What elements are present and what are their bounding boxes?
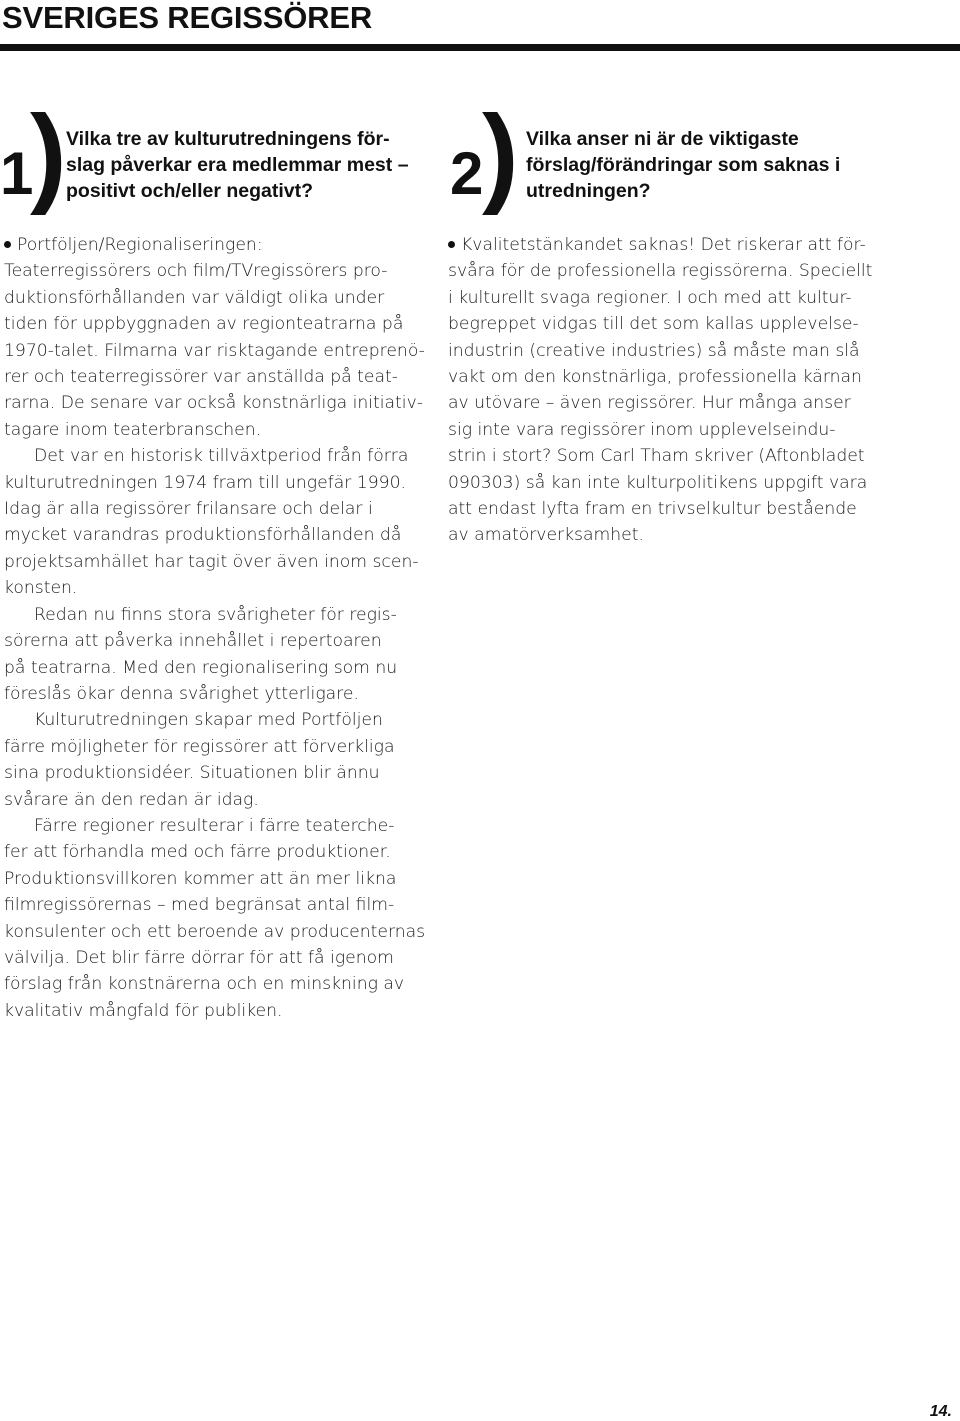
page-number: 14. (929, 1403, 952, 1420)
question-1-paren: ) (30, 93, 67, 216)
answer-1-paragraph: Färre regioner resulterar i färre teaterche- fer att förhandla med och färre produktioner. Produktionsvillkoren kommer att än mer likna filmregissörernas – med begränsat antal film- konsulenter och ett beroende av producenternas välvilja. Det blir färre dörrar för att få igenom förslag från konstnärerna och en minskning av kvalitativ mångfald för publiken. (4, 815, 426, 1021)
question-1-number: 1 (0, 140, 34, 207)
answer-1-paragraph: Portföljen/Regionaliseringen: Teaterregissörers och film/TVregissörers pro- duktionsförhållanden var väldigt olika under tiden för uppbyggnaden av regionteatrarna på 1970-talet. Filmarna var risktagande entreprenö- rer och teaterregissörer var anställda på teat- rarna. De senare var också konstnärliga initiativ- tagare inom teaterbranschen. (4, 235, 425, 440)
page-header (0, 0, 960, 52)
header-rule (0, 44, 960, 51)
question-1-text: Vilka tre av kulturutredningens för- slag påverkar era medlemmar mest – positivt och/eller negativt? (66, 128, 409, 202)
page-title: SVERIGES REGISSÖRER (2, 0, 373, 35)
answer-1-column (4, 232, 434, 1024)
answer-2-paragraph: Kvalitetstänkandet saknas! Det riskerar att för- svåra för de professionella regissörerna. Speciellt i kulturellt svaga regioner. I och med att kultur- begreppet vidgas till det som kallas upplevelse- industrin (creative industries) så måste man slå vakt om den konstnärliga, professionella kärnan av utövare – även regissörer. Hur många anser sig inte vara regissörer inom upplevelseindu- strin i stort? Som Carl Tham skriver (Aftonbladet 090303) så kan inte kulturpolitikens uppgift vara att endast lyfta fram en trivselkultur bestående av amatörverksamhet. (448, 235, 873, 546)
question-2 (446, 93, 886, 216)
answer-1-paragraph: Det var en historisk tillväxtperiod från förra kulturutredningen 1974 fram till ungefär 1990. (4, 446, 409, 493)
question-2-paren: ) (482, 93, 519, 216)
bullet-icon (4, 241, 11, 248)
answer-2-column (448, 232, 898, 549)
bullet-icon (448, 241, 455, 248)
question-1 (0, 93, 420, 216)
question-2-number: 2 (450, 140, 484, 207)
answer-1-paragraph: Idag är alla regissörer frilansare och delar i mycket varandras produktionsförhållanden då projektsamhället har tagit över även inom scen- konsten. (4, 499, 419, 599)
answer-1-paragraph: Kulturutredningen skapar med Portföljen färre möjligheter för regissörer att förverkliga sina produktionsidéer. Situationen blir ännu svårare än den redan är idag. (4, 710, 395, 810)
answer-1-paragraph: Redan nu finns stora svårigheter för regis- sörerna att påverka innehållet i repertoaren på teatrarna. Med den regionalisering som nu föreslås ökar denna svårighet ytterligare. (4, 604, 398, 704)
question-2-text: Vilka anser ni är de viktigaste förslag/förändringar som saknas i utredningen? (526, 128, 841, 202)
